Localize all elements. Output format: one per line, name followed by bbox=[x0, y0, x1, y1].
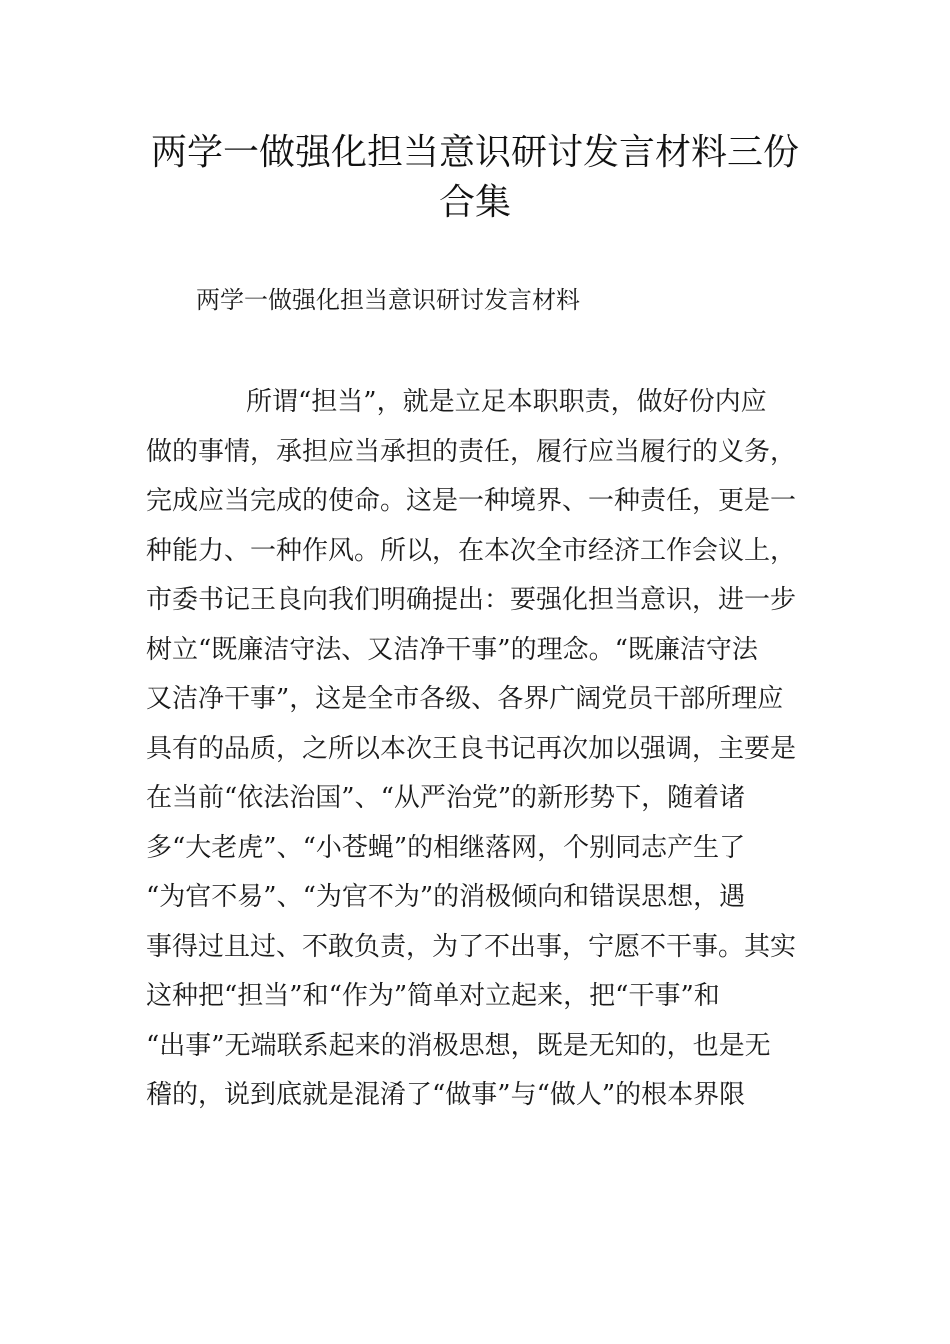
body-line: 这种把“担当”和“作为”简单对立起来，把“干事”和 bbox=[146, 981, 720, 1011]
body-line: “出事”无端联系起来的消极思想，既是无知的，也是无 bbox=[146, 1030, 771, 1061]
body-line: 事得过且过、不敢负责，为了不出事，宁愿不干事。其实 bbox=[146, 931, 797, 962]
document-body bbox=[146, 378, 810, 1121]
body-line: 做的事情，承担应当承担的责任，履行应当履行的义务， bbox=[146, 436, 797, 467]
document-title bbox=[150, 128, 800, 228]
body-line: 又洁净干事”，这是全市各级、各界广阔党员干部所理应 bbox=[146, 684, 784, 714]
body-line: 多“大老虎”、“小苍蝇”的相继落网，个别同志产生了 bbox=[146, 832, 746, 863]
body-line: 种能力、一种作风。所以，在本次全市经济工作会议上， bbox=[146, 535, 797, 566]
body-line: 树立“既廉洁守法、又洁净干事”的理念。“既廉洁守法 bbox=[146, 634, 758, 665]
body-line: 具有的品质，之所以本次王良书记再次加以强调，主要是 bbox=[146, 733, 797, 764]
body-line: “为官不易”、“为官不为”的消极倾向和错误思想，遇 bbox=[146, 882, 746, 912]
document-subtitle: 两学一做强化担当意识研讨发言材料 bbox=[196, 286, 580, 314]
body-line: 所谓“担当”，就是立足本职职责，做好份内应 bbox=[246, 387, 767, 417]
document-title-line-1: 两学一做强化担当意识研讨发言材料三份 bbox=[150, 132, 799, 173]
body-line: 完成应当完成的使命。这是一种境界、一种责任，更是一 bbox=[146, 486, 797, 516]
document-title-line-2: 合集 bbox=[438, 182, 511, 223]
body-line: 在当前“依法治国”、“从严治党”的新形势下，随着诸 bbox=[146, 783, 746, 813]
body-line: 市委书记王良向我们明确提出：要强化担当意识，进一步 bbox=[146, 585, 797, 615]
body-line: 稽的，说到底就是混淆了“做事”与“做人”的根本界限 bbox=[146, 1080, 746, 1110]
